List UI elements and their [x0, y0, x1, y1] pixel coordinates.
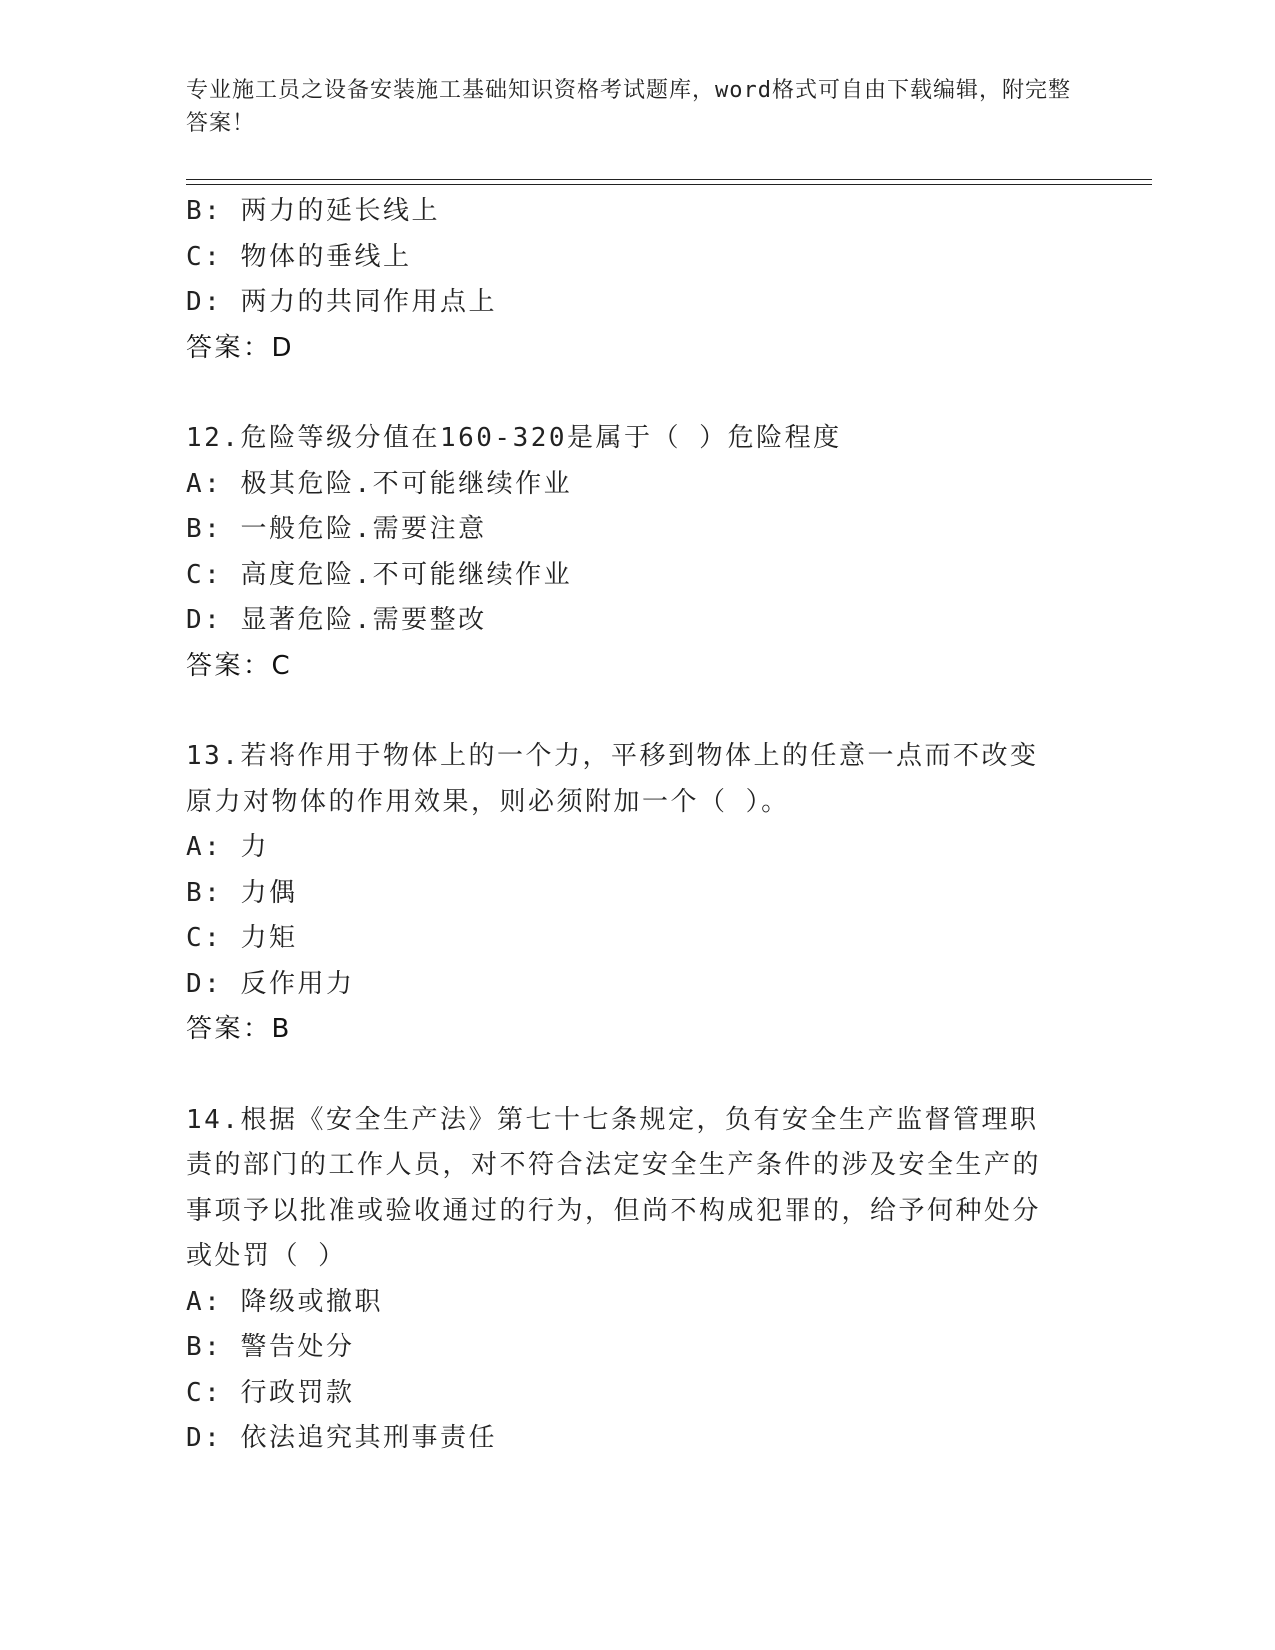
answer-label: 答案：C	[186, 650, 293, 681]
question-list	[186, 189, 1066, 1462]
question-12	[186, 416, 1066, 689]
header-rule-bottom	[186, 184, 1152, 185]
answer-label: 答案：D	[186, 332, 295, 363]
answer-label: 答案：B	[186, 1014, 292, 1044]
option-c: C: 高度危险.不可能继续作业	[186, 559, 573, 590]
option-a: A: 力	[186, 832, 269, 862]
option-b: B: 警告处分	[186, 1332, 355, 1362]
option-d: D: 反作用力	[186, 968, 355, 999]
question-text: 13.若将作用于物体上的一个力，平移到物体上的任意一点而不改变原力对物体的作用效果，则必须附加一个（ ）。	[186, 741, 1039, 817]
option-a: A: 极其危险.不可能继续作业	[186, 468, 573, 499]
document-header: 专业施工员之设备安装施工基础知识资格考试题库，word格式可自由下载编辑，附完整答案！	[186, 78, 1071, 136]
question-text: 12.危险等级分值在160-320是属于（ ）危险程度	[186, 423, 842, 453]
option-b: B: 力偶	[186, 877, 298, 908]
question-text: 14.根据《安全生产法》第七十七条规定，负有安全生产监督管理职责的部门的工作人员，对不符合法定安全生产条件的涉及安全生产的事项予以批准或验收通过的行为，但尚不构成犯罪的，给予何种处分或处罚（ ）	[186, 1104, 1042, 1271]
option-b: B: 两力的延长线上	[186, 196, 440, 226]
option-b: B: 一般危险.需要注意	[186, 514, 487, 544]
spacer	[186, 689, 1066, 734]
option-c: C: 物体的垂线上	[186, 241, 412, 272]
question-14	[186, 1098, 1066, 1462]
option-c: C: 行政罚款	[186, 1377, 355, 1408]
spacer	[186, 1053, 1066, 1098]
spacer	[186, 371, 1066, 416]
option-d: D: 两力的共同作用点上	[186, 287, 497, 317]
option-d: D: 依法追究其刑事责任	[186, 1423, 497, 1453]
option-a: A: 降级或撤职	[186, 1286, 383, 1317]
option-d: D: 显著危险.需要整改	[186, 605, 487, 635]
option-c: C: 力矩	[186, 923, 298, 953]
question-11-continuation	[186, 189, 1066, 371]
header-rule-top	[186, 179, 1152, 180]
question-13	[186, 734, 1066, 1053]
